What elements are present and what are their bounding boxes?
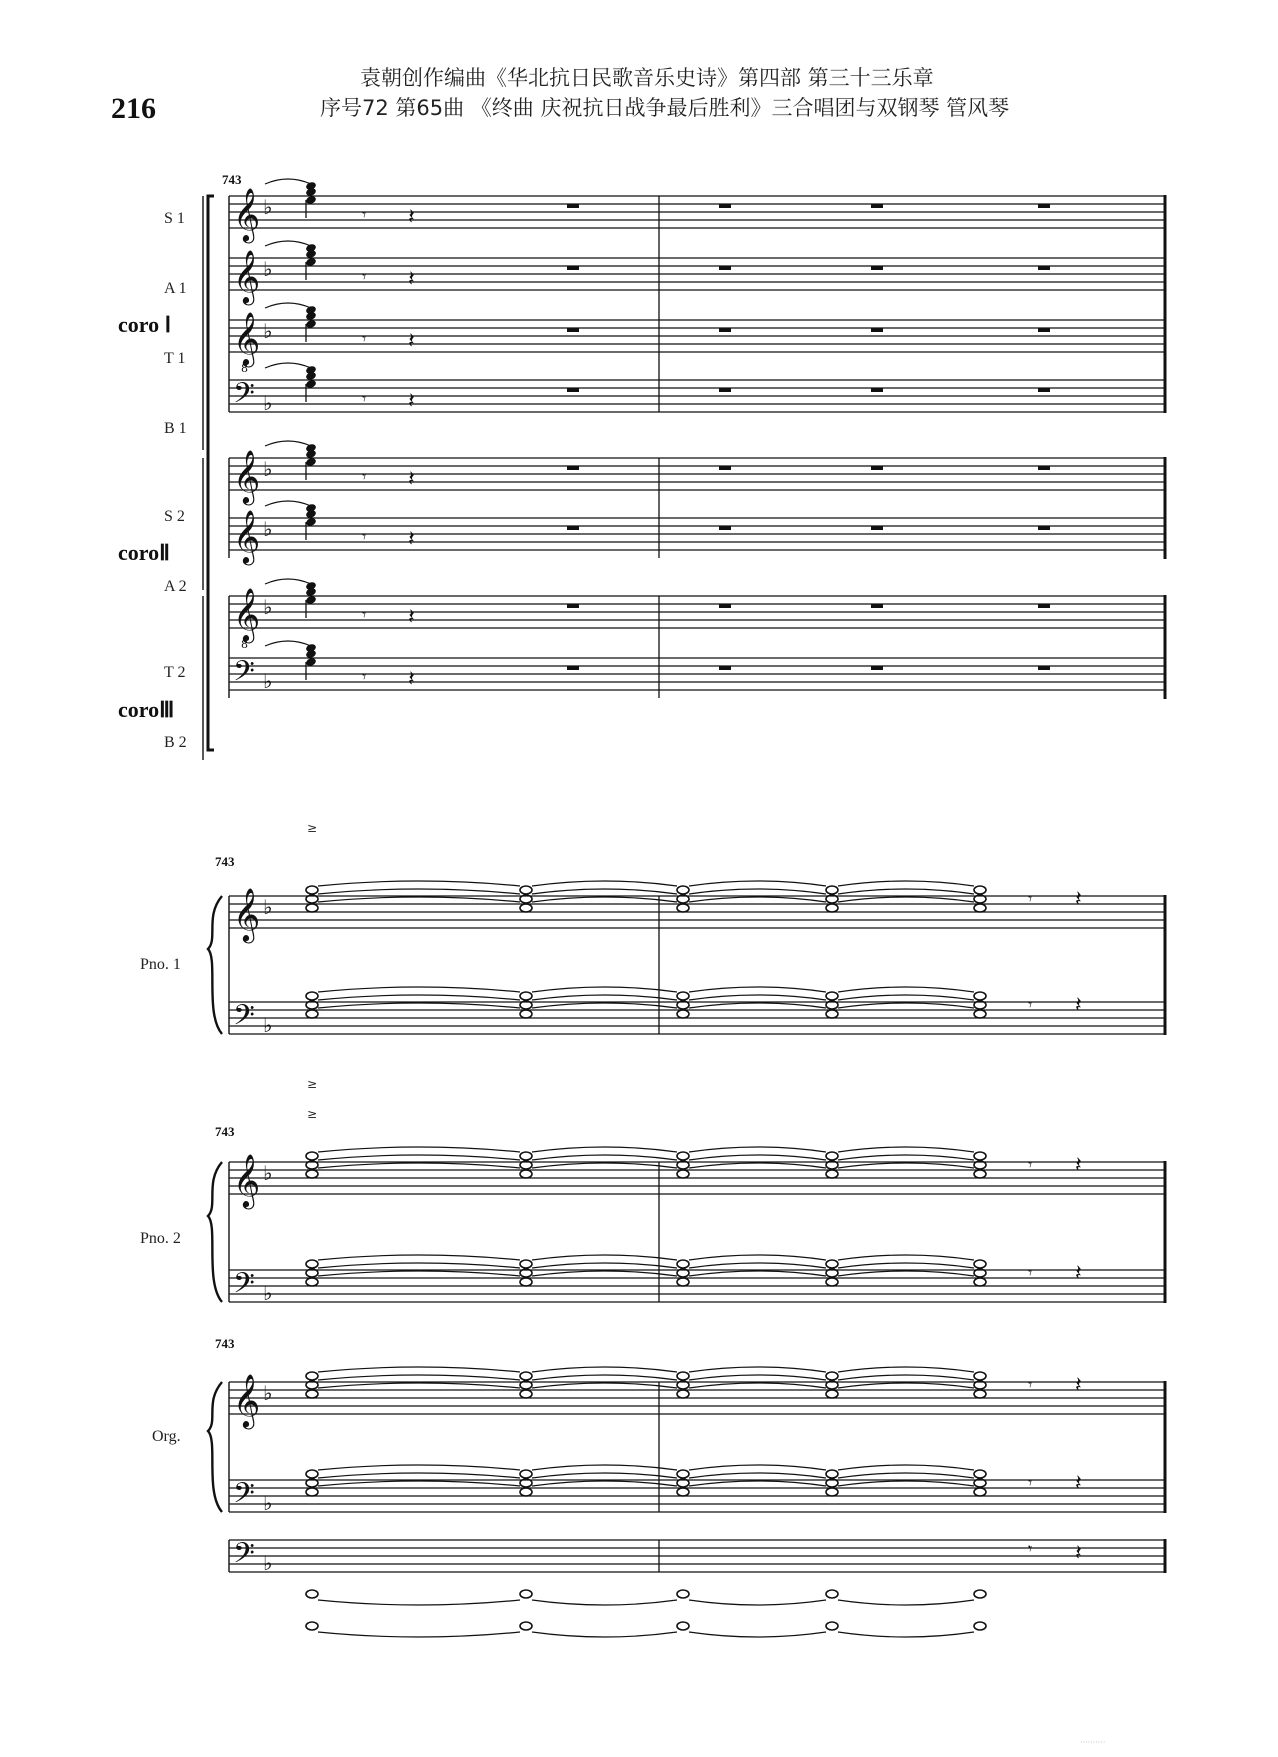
pno2-chord-note <box>974 1278 986 1286</box>
pno1-chord-note <box>306 904 318 912</box>
pno2-tie <box>532 1147 677 1152</box>
pedal-note <box>520 1622 532 1630</box>
org-chord-note <box>520 1488 532 1496</box>
staff-s1-tie <box>265 179 311 184</box>
org-tie <box>689 1481 826 1486</box>
pno1-chord-note <box>306 1010 318 1018</box>
org-tie <box>689 1465 826 1470</box>
pno1-brace <box>208 896 222 1034</box>
org-treble-flat-key: ♭ <box>263 1381 273 1405</box>
pno1-bass-bass-clef: 𝄢 <box>233 999 255 1039</box>
pno2-chord-note <box>677 1260 689 1268</box>
org-tie <box>532 1465 677 1470</box>
org-tie <box>689 1367 826 1372</box>
staff-a1-whole-rest <box>719 266 731 270</box>
measure-number-pno1: 743 <box>215 854 235 869</box>
staff-t2-treble-clef: 𝄞 <box>233 587 261 641</box>
choir-bracket <box>208 196 214 750</box>
staff-b1-whole-rest <box>871 388 883 392</box>
pno2-chord-note <box>974 1152 986 1160</box>
staff-a2-whole-rest <box>567 526 579 530</box>
org-chord-note <box>974 1470 986 1478</box>
staff-b1-eighth-rest: 𝄾 <box>362 389 367 408</box>
pno1-tie <box>838 881 974 886</box>
org-chord-note <box>306 1488 318 1496</box>
staff-s2-treble-clef: 𝄞 <box>233 449 261 503</box>
pno1-tie <box>838 897 974 902</box>
pno1-tie <box>318 897 520 902</box>
pedal-tie <box>838 1600 974 1605</box>
group-label-coro2: coroⅡ <box>118 540 170 565</box>
pno2-tie <box>838 1155 974 1160</box>
staff-a1-quarter-rest: 𝄽 <box>408 267 415 292</box>
org-chord-note <box>520 1390 532 1398</box>
staff-s1-quarter-rest: 𝄽 <box>408 205 415 230</box>
pedal-note <box>974 1622 986 1630</box>
pno2-tie <box>532 1271 677 1276</box>
staff-s1-flat-key: ♭ <box>263 195 273 219</box>
pno1-chord-note <box>306 992 318 1000</box>
pno2-brace <box>208 1162 222 1302</box>
pno2-chord-note <box>974 1170 986 1178</box>
pno1-chord-note <box>826 1010 838 1018</box>
staff-b2-tie <box>265 641 311 646</box>
staff-label-a2: A 2 <box>164 578 187 595</box>
pno2-chord-note <box>306 1260 318 1268</box>
staff-t1-quarter-rest: 𝄽 <box>408 329 415 354</box>
pedal-note <box>826 1622 838 1630</box>
staff-a2-treble-clef: 𝄞 <box>233 509 261 563</box>
staff-a1-flat-key: ♭ <box>263 257 273 281</box>
pno2-tie <box>318 1255 520 1260</box>
pno2-tie <box>838 1255 974 1260</box>
staff-a1-whole-rest <box>871 266 883 270</box>
pno1-tie <box>689 987 826 992</box>
staff-t1-whole-rest <box>719 328 731 332</box>
org-treble-treble-clef: 𝄞 <box>233 1373 261 1427</box>
pno1-tie <box>318 889 520 894</box>
staff-s2-flat-key: ♭ <box>263 457 273 481</box>
staff-t2-whole-rest <box>719 604 731 608</box>
staff-t1-eighth-rest: 𝄾 <box>362 329 367 348</box>
staff-s2-eighth-rest: 𝄾 <box>362 467 367 486</box>
staff-a2-flat-key: ♭ <box>263 517 273 541</box>
pno1-chord-note <box>826 904 838 912</box>
pno2-chord-note <box>974 1260 986 1268</box>
pno2-tie <box>838 1147 974 1152</box>
accent-mark: ≥ <box>307 1077 318 1091</box>
pedal-tie <box>689 1600 826 1605</box>
pno2-tie <box>689 1255 826 1260</box>
accent-mark: ≥ <box>307 821 318 835</box>
org-tie <box>532 1473 677 1478</box>
staff-label-b1: B 1 <box>164 420 187 437</box>
staff-t1-tie <box>265 303 311 308</box>
pno2-tie <box>532 1255 677 1260</box>
org-chord-note <box>306 1470 318 1478</box>
org-tie <box>838 1367 974 1372</box>
staff-label-b2: B 2 <box>164 734 187 751</box>
pno2-chord-note <box>306 1152 318 1160</box>
pno2-tie <box>532 1155 677 1160</box>
staff-b2-flat-key: ♭ <box>263 669 273 693</box>
staff-a1-whole-rest <box>1038 266 1050 270</box>
org-chord-note <box>677 1470 689 1478</box>
org-tie <box>689 1383 826 1388</box>
org-chord-note <box>826 1390 838 1398</box>
staff-t2-eighth-rest: 𝄾 <box>362 605 367 624</box>
pno2-tie <box>318 1263 520 1268</box>
staff-t2-whole-rest <box>1038 604 1050 608</box>
pno2-tie <box>318 1163 520 1168</box>
staff-a1-whole-rest <box>567 266 579 270</box>
accent-mark: ≥ <box>307 1107 318 1121</box>
org-chord-note <box>974 1488 986 1496</box>
org-chord-note <box>826 1488 838 1496</box>
pno1-chord-note <box>520 904 532 912</box>
pedal-tie <box>532 1600 677 1605</box>
pedal-tie <box>689 1632 826 1637</box>
staff-t2-flat-key: ♭ <box>263 595 273 619</box>
pno1-tie <box>318 995 520 1000</box>
staff-s2-whole-rest <box>567 466 579 470</box>
header-subtitle: 序号72 第65曲 《终曲 庆祝抗日战争最后胜利》三合唱团与双钢琴 管风琴 <box>320 96 1010 120</box>
pno2-chord-note <box>306 1170 318 1178</box>
org-chord-note <box>974 1390 986 1398</box>
pno2-tie <box>838 1263 974 1268</box>
staff-b1-tie <box>265 363 311 368</box>
org-tie <box>532 1375 677 1380</box>
header-title: 袁朝创作编曲《华北抗日民歌音乐史诗》第四部 第三十三乐章 <box>360 66 934 90</box>
pno2-chord-note <box>826 1170 838 1178</box>
staff-a2-whole-rest <box>1038 526 1050 530</box>
pno1-tie <box>532 987 677 992</box>
staff-t2-tie <box>265 579 311 584</box>
org-tie <box>318 1473 520 1478</box>
staff-t1-octave-8: 8 <box>241 362 248 375</box>
staff-s1-eighth-rest: 𝄾 <box>362 205 367 224</box>
pno2-tie <box>689 1271 826 1276</box>
pno2-tie <box>318 1147 520 1152</box>
staff-a1-treble-clef: 𝄞 <box>233 249 261 303</box>
staff-t1-whole-rest <box>567 328 579 332</box>
pno2-chord-note <box>677 1278 689 1286</box>
org-chord-note <box>974 1372 986 1380</box>
org-eighth-rest: 𝄾 <box>1028 1375 1033 1394</box>
org-bass-flat-key: ♭ <box>263 1491 273 1515</box>
pedal-tie <box>318 1632 520 1637</box>
org-pedal-flat-key: ♭ <box>263 1551 273 1575</box>
org-tie <box>318 1481 520 1486</box>
pno2-tie <box>318 1155 520 1160</box>
pno2-treble-flat-key: ♭ <box>263 1161 273 1185</box>
pno2-quarter-rest: 𝄽 <box>1075 1261 1082 1286</box>
pno1-chord-note <box>826 992 838 1000</box>
org-bass-bass-clef: 𝄢 <box>233 1477 255 1517</box>
pno1-chord-note <box>826 886 838 894</box>
org-tie <box>318 1465 520 1470</box>
pno1-chord-note <box>677 886 689 894</box>
staff-s1-whole-rest <box>567 204 579 208</box>
pno2-chord-note <box>520 1152 532 1160</box>
org-chord-note <box>520 1372 532 1380</box>
staff-s2-whole-rest <box>871 466 883 470</box>
org-tie <box>838 1383 974 1388</box>
staff-b1-bass-clef: 𝄢 <box>233 377 255 417</box>
org-chord-note <box>826 1470 838 1478</box>
footer-watermark: ·········· <box>1080 1738 1106 1747</box>
org-chord-note <box>520 1470 532 1478</box>
staff-s2-whole-rest <box>719 466 731 470</box>
pno2-eighth-rest: 𝄾 <box>1028 1263 1033 1282</box>
pno1-tie <box>532 881 677 886</box>
staff-a1-eighth-rest: 𝄾 <box>362 267 367 286</box>
staff-s1-treble-clef: 𝄞 <box>233 187 261 241</box>
org-tie <box>838 1375 974 1380</box>
pno1-chord-note <box>974 992 986 1000</box>
pno1-chord-note <box>520 1010 532 1018</box>
pedal-note <box>974 1590 986 1598</box>
pno2-tie <box>689 1263 826 1268</box>
pno1-tie <box>318 1003 520 1008</box>
pno1-quarter-rest: 𝄽 <box>1075 887 1082 912</box>
pedal-note <box>306 1622 318 1630</box>
pedal-tie <box>838 1632 974 1637</box>
org-tie <box>838 1473 974 1478</box>
pno1-chord-note <box>520 886 532 894</box>
staff-b1-whole-rest <box>719 388 731 392</box>
staff-a1-tie <box>265 241 311 246</box>
pedal-note <box>677 1622 689 1630</box>
org-brace <box>208 1382 222 1512</box>
pno1-tie <box>838 987 974 992</box>
pno1-tie <box>689 995 826 1000</box>
pno2-chord-note <box>826 1278 838 1286</box>
pno1-tie <box>689 1003 826 1008</box>
measure-number-pno2: 743 <box>215 1124 235 1139</box>
pno2-chord-note <box>520 1260 532 1268</box>
staff-s2-tie <box>265 441 311 446</box>
instrument-label-pno1: Pno. 1 <box>140 956 181 973</box>
pno2-chord-note <box>826 1260 838 1268</box>
staff-s1-whole-rest <box>1038 204 1050 208</box>
org-tie <box>532 1383 677 1388</box>
staff-t1-flat-key: ♭ <box>263 319 273 343</box>
org-tie <box>689 1473 826 1478</box>
pno1-tie <box>689 881 826 886</box>
pno1-tie <box>689 889 826 894</box>
org-chord-note <box>826 1372 838 1380</box>
org-tie <box>689 1375 826 1380</box>
pno1-chord-note <box>974 886 986 894</box>
pno2-tie <box>838 1271 974 1276</box>
org-tie <box>838 1465 974 1470</box>
staff-label-s2: S 2 <box>164 508 185 525</box>
pedal-tie <box>318 1600 520 1605</box>
staff-t1-treble-clef: 𝄞 <box>233 311 261 365</box>
staff-a2-quarter-rest: 𝄽 <box>408 527 415 552</box>
pno1-quarter-rest: 𝄽 <box>1075 993 1082 1018</box>
pno2-eighth-rest: 𝄾 <box>1028 1155 1033 1174</box>
pno1-chord-note <box>974 904 986 912</box>
instrument-label-pno2: Pno. 2 <box>140 1230 181 1247</box>
staff-b2-whole-rest <box>1038 666 1050 670</box>
group-label-coro3: coroⅢ <box>118 697 175 722</box>
pno2-tie <box>838 1163 974 1168</box>
org-quarter-rest: 𝄽 <box>1075 1373 1082 1398</box>
pno2-chord-note <box>520 1278 532 1286</box>
org-pedal-bass-clef: 𝄢 <box>233 1537 255 1577</box>
staff-b2-whole-rest <box>719 666 731 670</box>
measure-number-choir: 743 <box>222 172 242 187</box>
pno1-chord-note <box>520 992 532 1000</box>
instrument-label-org: Org. <box>152 1428 181 1445</box>
staff-b1-flat-key: ♭ <box>263 391 273 415</box>
staff-t1-whole-rest <box>1038 328 1050 332</box>
staff-t2-whole-rest <box>567 604 579 608</box>
pno1-tie <box>532 1003 677 1008</box>
staff-t1-whole-rest <box>871 328 883 332</box>
staff-s1-whole-rest <box>871 204 883 208</box>
pno1-tie <box>532 897 677 902</box>
org-tie <box>532 1367 677 1372</box>
pedal-note <box>520 1590 532 1598</box>
org-tie <box>318 1367 520 1372</box>
staff-label-t2: T 2 <box>164 664 186 681</box>
org-chord-note <box>677 1390 689 1398</box>
pedal-eighth-rest: 𝄾 <box>1028 1539 1033 1558</box>
pno1-tie <box>318 881 520 886</box>
org-quarter-rest: 𝄽 <box>1075 1471 1082 1496</box>
staff-a2-whole-rest <box>871 526 883 530</box>
staff-b2-quarter-rest: 𝄽 <box>408 667 415 692</box>
pno2-chord-note <box>520 1170 532 1178</box>
staff-b2-whole-rest <box>871 666 883 670</box>
staff-a2-eighth-rest: 𝄾 <box>362 527 367 546</box>
pno1-tie <box>532 995 677 1000</box>
org-eighth-rest: 𝄾 <box>1028 1473 1033 1492</box>
pno1-chord-note <box>677 992 689 1000</box>
pno2-bass-bass-clef: 𝄢 <box>233 1267 255 1307</box>
pno1-eighth-rest: 𝄾 <box>1028 995 1033 1014</box>
org-tie <box>318 1375 520 1380</box>
org-chord-note <box>306 1372 318 1380</box>
staff-s2-whole-rest <box>1038 466 1050 470</box>
org-chord-note <box>677 1372 689 1380</box>
pno2-quarter-rest: 𝄽 <box>1075 1153 1082 1178</box>
pno1-tie <box>532 889 677 894</box>
pno2-tie <box>689 1163 826 1168</box>
pno1-chord-note <box>677 904 689 912</box>
staff-a2-tie <box>265 501 311 506</box>
staff-a2-whole-rest <box>719 526 731 530</box>
pedal-tie <box>532 1632 677 1637</box>
staff-s1-whole-rest <box>719 204 731 208</box>
pno2-treble-treble-clef: 𝄞 <box>233 1153 261 1207</box>
pno2-tie <box>532 1263 677 1268</box>
pno2-chord-note <box>826 1152 838 1160</box>
staff-b1-whole-rest <box>1038 388 1050 392</box>
page-number: 216 <box>111 92 156 125</box>
staff-label-s1: S 1 <box>164 210 185 227</box>
staff-label-a1: A 1 <box>164 280 187 297</box>
pno2-chord-note <box>677 1152 689 1160</box>
pedal-note <box>826 1590 838 1598</box>
pno1-chord-note <box>306 886 318 894</box>
pno1-chord-note <box>677 1010 689 1018</box>
staff-t2-octave-8: 8 <box>241 638 248 651</box>
pno2-tie <box>689 1155 826 1160</box>
pno2-tie <box>532 1163 677 1168</box>
pno1-tie <box>838 995 974 1000</box>
pno2-bass-flat-key: ♭ <box>263 1281 273 1305</box>
staff-b2-bass-clef: 𝄢 <box>233 655 255 695</box>
org-tie <box>318 1383 520 1388</box>
pedal-note <box>677 1590 689 1598</box>
org-tie <box>838 1481 974 1486</box>
pno1-tie <box>838 1003 974 1008</box>
pedal-note <box>306 1590 318 1598</box>
pno2-chord-note <box>306 1278 318 1286</box>
staff-b1-whole-rest <box>567 388 579 392</box>
pno1-tie <box>318 987 520 992</box>
pno1-eighth-rest: 𝄾 <box>1028 889 1033 908</box>
pno1-treble-flat-key: ♭ <box>263 895 273 919</box>
staff-label-t1: T 1 <box>164 350 186 367</box>
pedal-quarter-rest: 𝄽 <box>1075 1541 1082 1566</box>
pno2-tie <box>318 1271 520 1276</box>
staff-b2-eighth-rest: 𝄾 <box>362 667 367 686</box>
pno2-tie <box>689 1147 826 1152</box>
staff-b2-whole-rest <box>567 666 579 670</box>
staff-b1-quarter-rest: 𝄽 <box>408 389 415 414</box>
org-chord-note <box>306 1390 318 1398</box>
staff-t2-whole-rest <box>871 604 883 608</box>
staff-t2-quarter-rest: 𝄽 <box>408 605 415 630</box>
pno1-bass-flat-key: ♭ <box>263 1013 273 1037</box>
measure-number-org: 743 <box>215 1336 235 1351</box>
pno1-tie <box>838 889 974 894</box>
staff-s2-quarter-rest: 𝄽 <box>408 467 415 492</box>
pno1-tie <box>689 897 826 902</box>
pno1-chord-note <box>974 1010 986 1018</box>
org-tie <box>532 1481 677 1486</box>
org-chord-note <box>677 1488 689 1496</box>
group-label-coro1: coro Ⅰ <box>118 312 172 337</box>
pno2-chord-note <box>677 1170 689 1178</box>
pno1-treble-treble-clef: 𝄞 <box>233 887 261 941</box>
